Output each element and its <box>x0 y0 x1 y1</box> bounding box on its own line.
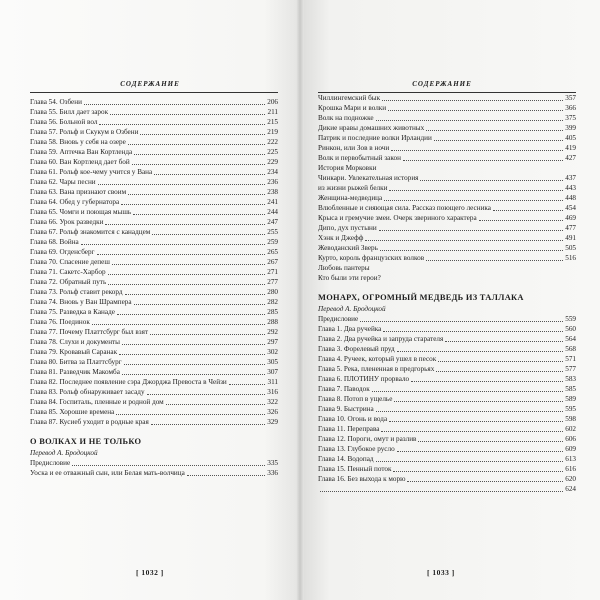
section-translator: Перевод А. Бродоцкой <box>30 449 98 457</box>
section-title: О ВОЛКАХ И НЕ ТОЛЬКО <box>30 437 142 446</box>
dot-leader <box>382 100 563 101</box>
toc-entry-page: 405 <box>565 134 576 142</box>
toc-entry-title: Дипо, дух пустыни <box>318 224 377 232</box>
dot-leader <box>125 294 266 295</box>
dot-leader <box>380 250 563 251</box>
dot-leader <box>133 214 265 215</box>
toc-entry-title: из жизни рыжей белки <box>318 184 388 192</box>
toc-entry-title: Жеводанский Зверь <box>318 244 378 252</box>
toc-entry <box>318 384 576 394</box>
toc-entry-title: Патрик и последние волки Ирландии <box>318 134 432 142</box>
toc-entry <box>30 137 278 147</box>
dot-leader <box>152 234 265 235</box>
dot-leader <box>407 481 563 482</box>
toc-entry <box>30 377 278 387</box>
toc-entry <box>30 417 278 427</box>
toc-entry-page: 505 <box>565 244 576 252</box>
dot-leader <box>84 104 265 105</box>
toc-entry-title: Глава 11. Переправа <box>318 425 380 433</box>
toc-entry-page: 419 <box>565 144 576 152</box>
toc-entry-title: Глава 71. Сакетс-Харбор <box>30 268 106 276</box>
toc-entry-title: Глава 57. Рольф и Скукум в Озбени <box>30 128 139 136</box>
toc-entry-page: 285 <box>267 308 278 316</box>
toc-entry-title: Глава 84. Госпиталь, пленные и родной дом <box>30 398 164 406</box>
dot-leader <box>403 160 563 161</box>
toc-entry <box>318 153 576 163</box>
dot-leader <box>426 260 563 261</box>
left-running-head: СОДЕРЖАНИЕ <box>120 80 180 88</box>
toc-entry-page: 305 <box>267 358 278 366</box>
dot-leader <box>121 204 265 205</box>
toc-entry <box>318 273 576 283</box>
dot-leader <box>376 411 564 412</box>
toc-entry-title: Глава 2. Два ручейка и запруда старателя <box>318 335 444 343</box>
toc-entry-page: 244 <box>267 208 278 216</box>
dot-leader <box>383 331 563 332</box>
dot-leader <box>122 374 265 375</box>
toc-entry-page: 559 <box>565 315 576 323</box>
toc-entry <box>30 97 278 107</box>
toc-entry <box>318 133 576 143</box>
toc-entry-page: 577 <box>565 365 576 373</box>
toc-entry <box>318 243 576 253</box>
toc-entry-title: Глава 3. Форелевый пруд <box>318 345 395 353</box>
toc-entry-page: 616 <box>565 465 576 473</box>
toc-entry-page: 265 <box>267 248 278 256</box>
dot-leader <box>320 491 563 492</box>
dot-leader <box>81 244 265 245</box>
dot-leader <box>119 354 265 355</box>
toc-entry-page: 571 <box>565 355 576 363</box>
toc-entry <box>30 337 278 347</box>
dot-leader <box>479 220 564 221</box>
dot-leader <box>229 384 266 385</box>
dot-leader <box>381 431 563 432</box>
dot-leader <box>122 344 265 345</box>
dot-leader <box>187 475 265 476</box>
toc-entry-title: Глава 70. Спасение депеш <box>30 258 110 266</box>
toc-entry-page: 241 <box>267 198 278 206</box>
toc-entry-title: Чиллингемский бык <box>318 94 381 102</box>
toc-entry-page: 375 <box>565 114 576 122</box>
toc-entry <box>30 267 278 277</box>
toc-entry-page: 477 <box>565 224 576 232</box>
toc-entry <box>318 324 576 334</box>
toc-entry-page: 316 <box>267 388 278 396</box>
toc-entry-title: Глава 1. Два ручейка <box>318 325 382 333</box>
toc-entry <box>30 207 278 217</box>
toc-entry-page: 292 <box>267 328 278 336</box>
dot-leader <box>147 394 266 395</box>
dot-leader <box>493 210 563 211</box>
dot-leader <box>388 110 563 111</box>
toc-entry <box>318 314 576 324</box>
dot-leader <box>105 224 265 225</box>
dot-leader <box>166 404 265 405</box>
toc-entry <box>30 367 278 377</box>
toc-entry-title: Курто, король французских волков <box>318 254 425 262</box>
toc-entry-page: 609 <box>565 445 576 453</box>
toc-entry-page: 225 <box>267 148 278 156</box>
toc-entry <box>318 364 576 374</box>
toc-entry-page: 271 <box>267 268 278 276</box>
toc-entry <box>30 397 278 407</box>
left-toc <box>30 97 278 478</box>
dot-leader <box>426 130 563 131</box>
toc-entry <box>30 257 278 267</box>
dot-leader <box>92 324 265 325</box>
toc-entry-page: 564 <box>565 335 576 343</box>
toc-entry-page: 598 <box>565 415 576 423</box>
dot-leader <box>128 194 265 195</box>
toc-entry-title: Хэнк и Джефф <box>318 234 364 242</box>
toc-entry <box>30 157 278 167</box>
toc-entry-title: Глава 59. Аптечка Ван Кортленда <box>30 148 133 156</box>
dot-leader <box>108 284 265 285</box>
toc-entry-page: 222 <box>267 138 278 146</box>
toc-entry-title: Глава 63. Вана признают своим <box>30 188 127 196</box>
dot-leader <box>124 364 266 365</box>
section-title: МОНАРХ, ОГРОМНЫЙ МЕДВЕДЬ ИЗ ТАЛЛАКА <box>318 293 524 302</box>
toc-entry <box>318 334 576 344</box>
toc-entry-title: Уоска и ее отважный сын, или Белая мать-волчица <box>30 469 185 477</box>
toc-entry-title: Глава 83. Рольф обнаруживает засаду <box>30 388 145 396</box>
toc-entry-page: 585 <box>565 385 576 393</box>
toc-entry <box>30 197 278 207</box>
toc-entry-title: История Морковки <box>318 164 377 172</box>
toc-entry-title: Глава 64. Обед у губернатора <box>30 198 120 206</box>
right-page-number: [ 1033 ] <box>427 568 455 577</box>
toc-entry-page: 307 <box>267 368 278 376</box>
toc-entry-title: Глава 14. Водопад <box>318 455 374 463</box>
dot-leader <box>134 154 265 155</box>
toc-entry-page: 288 <box>267 318 278 326</box>
toc-entry-title: Дикие нравы домашних животных <box>318 124 425 132</box>
toc-entry <box>30 167 278 177</box>
section-translator: Перевод А. Бродоцкой <box>318 305 386 313</box>
toc-entry <box>318 183 576 193</box>
toc-entry <box>318 474 576 484</box>
toc-entry-title: Глава 13. Глубокое русло <box>318 445 395 453</box>
dot-leader <box>397 351 564 352</box>
toc-entry-title: Глава 65. Чомги и поющая мышь <box>30 208 132 216</box>
toc-entry-page: 329 <box>267 418 278 426</box>
toc-entry-title: Глава 79. Кровавый Саранак <box>30 348 118 356</box>
toc-entry <box>30 297 278 307</box>
toc-entry <box>30 227 278 237</box>
toc-entry-title: Глава 72. Обратный путь <box>30 278 107 286</box>
toc-entry-title: Глава 66. Урок разведки <box>30 218 104 226</box>
toc-entry <box>30 327 278 337</box>
toc-entry-title: Глава 68. Война <box>30 238 79 246</box>
toc-entry-title: Глава 10. Огонь и вода <box>318 415 388 423</box>
toc-entry <box>318 163 576 173</box>
toc-entry-page: 560 <box>565 325 576 333</box>
toc-entry-page: 206 <box>267 98 278 106</box>
toc-entry <box>318 454 576 464</box>
toc-entry-page: 234 <box>267 168 278 176</box>
toc-entry-title: Глава 9. Быстрина <box>318 405 374 413</box>
toc-entry-title: Глава 54. Озбени <box>30 98 82 106</box>
toc-entry-page: 229 <box>267 158 278 166</box>
toc-entry-page: 454 <box>565 204 576 212</box>
dot-leader <box>150 334 265 335</box>
left-header-rule <box>30 92 278 93</box>
right-running-head: СОДЕРЖАНИЕ <box>412 80 472 88</box>
dot-leader <box>140 134 265 135</box>
toc-entry-page: 443 <box>565 184 576 192</box>
toc-entry <box>318 173 576 183</box>
dot-leader <box>99 124 265 125</box>
toc-entry-title: Глава 82. Последнее появление сэра Джорджа Превоста в Чейзи <box>30 378 227 386</box>
dot-leader <box>116 414 265 415</box>
toc-entry-page: 322 <box>267 398 278 406</box>
dot-leader <box>376 461 564 462</box>
toc-entry-title: Крыса и гремучие змеи. Очерк звериного характера <box>318 214 477 222</box>
toc-entry-page: 215 <box>267 118 278 126</box>
dot-leader <box>436 371 563 372</box>
toc-entry <box>30 177 278 187</box>
toc-entry-title: Глава 55. Билл дает зарок <box>30 108 109 116</box>
toc-entry-title: Глава 8. Потоп в ущелье <box>318 395 393 403</box>
toc-entry-page: 302 <box>267 348 278 356</box>
dot-leader <box>391 150 563 151</box>
toc-entry-page: 606 <box>565 435 576 443</box>
toc-entry-page: 255 <box>267 228 278 236</box>
toc-entry-title: Глава 73. Рольф ставит рекорд <box>30 288 123 296</box>
toc-entry <box>30 187 278 197</box>
dot-leader <box>98 184 266 185</box>
toc-entry <box>318 444 576 454</box>
dot-leader <box>418 441 563 442</box>
toc-entry <box>318 263 576 273</box>
toc-entry <box>30 237 278 247</box>
toc-entry-title: Глава 4. Ручеек, который ушел в песок <box>318 355 437 363</box>
toc-entry-page: 236 <box>267 178 278 186</box>
toc-entry-page: 399 <box>565 124 576 132</box>
toc-entry-title: Ринкон, или Зов в ночи <box>318 144 390 152</box>
toc-entry-title: Влюбленные и сияющая сила. Рассказ поющего лесника <box>318 204 491 212</box>
toc-entry-title: Кто были эти герои? <box>318 274 381 282</box>
toc-entry <box>30 357 278 367</box>
dot-leader <box>434 140 563 141</box>
toc-entry-title: Глава 77. Почему Платтсбург был взят <box>30 328 149 336</box>
toc-entry-title: Глава 61. Рольф кое-чему учится у Вана <box>30 168 153 176</box>
right-toc <box>318 93 576 494</box>
dot-leader <box>376 120 564 121</box>
toc-entry <box>318 93 576 103</box>
dot-leader <box>72 465 265 466</box>
toc-entry <box>30 468 278 478</box>
book-gutter <box>296 0 304 600</box>
toc-entry-page: 427 <box>565 154 576 162</box>
toc-entry-page: 620 <box>565 475 576 483</box>
toc-entry-page: 297 <box>267 338 278 346</box>
toc-entry <box>318 193 576 203</box>
toc-entry <box>30 458 278 468</box>
toc-entry-page: 335 <box>267 459 278 467</box>
toc-entry <box>30 117 278 127</box>
toc-entry-page: 568 <box>565 345 576 353</box>
dot-leader <box>134 304 266 305</box>
toc-entry-page: 448 <box>565 194 576 202</box>
dot-leader <box>394 401 563 402</box>
toc-entry-page: 336 <box>267 469 278 477</box>
toc-entry-page: 219 <box>267 128 278 136</box>
dot-leader <box>389 190 563 191</box>
toc-entry <box>30 277 278 287</box>
toc-entry <box>30 217 278 227</box>
dot-leader <box>117 314 265 315</box>
toc-entry <box>318 223 576 233</box>
toc-entry-page: 267 <box>267 258 278 266</box>
toc-entry <box>30 387 278 397</box>
toc-entry <box>318 374 576 384</box>
toc-entry <box>30 127 278 137</box>
toc-entry <box>30 307 278 317</box>
toc-entry <box>318 143 576 153</box>
dot-leader <box>108 274 266 275</box>
toc-entry <box>318 103 576 113</box>
dot-leader <box>360 321 563 322</box>
toc-entry-title: Волк и первобытный закон <box>318 154 401 162</box>
toc-entry-title: Предисловие <box>318 315 359 323</box>
left-page-number: [ 1032 ] <box>136 568 164 577</box>
toc-entry-page: 326 <box>267 408 278 416</box>
dot-leader <box>132 164 265 165</box>
dot-leader <box>384 200 563 201</box>
dot-leader <box>420 180 563 181</box>
toc-entry-title: Глава 15. Пенный поток <box>318 465 392 473</box>
toc-entry-page: 583 <box>565 375 576 383</box>
toc-entry-page: 602 <box>565 425 576 433</box>
toc-entry <box>318 354 576 364</box>
toc-entry-page: 311 <box>267 378 278 386</box>
toc-entry-title: Глава 75. Разведка в Канаде <box>30 308 115 316</box>
toc-entry-page: 469 <box>565 214 576 222</box>
toc-entry-page: 238 <box>267 188 278 196</box>
toc-entry-page: 437 <box>565 174 576 182</box>
toc-entry-title: Глава 60. Ван Кортленд дает бой <box>30 158 130 166</box>
toc-entry <box>318 213 576 223</box>
dot-leader <box>397 451 564 452</box>
dot-leader <box>372 391 564 392</box>
toc-entry <box>30 407 278 417</box>
toc-entry <box>318 414 576 424</box>
toc-entry-title: Глава 16. Без выхода к морю <box>318 475 406 483</box>
toc-entry-title: Глава 74. Вновь у Ван Шрамперa <box>30 298 132 306</box>
toc-entry-title: Глава 12. Пороги, омут и разлив <box>318 435 417 443</box>
toc-entry-title: Глава 85. Хорошие времена <box>30 408 115 416</box>
toc-entry-page: 595 <box>565 405 576 413</box>
toc-entry-page: 366 <box>565 104 576 112</box>
toc-entry-title: Глава 56. Больной вол <box>30 118 98 126</box>
dot-leader <box>365 240 563 241</box>
dot-leader <box>97 254 266 255</box>
dot-leader <box>154 174 265 175</box>
toc-entry-title: Любовь пантеры <box>318 264 370 272</box>
toc-entry <box>30 347 278 357</box>
toc-entry <box>318 344 576 354</box>
toc-entry-title: Волк на подножке <box>318 114 374 122</box>
toc-entry <box>318 233 576 243</box>
toc-entry-page: 247 <box>267 218 278 226</box>
toc-entry <box>318 484 576 494</box>
toc-entry <box>30 147 278 157</box>
toc-entry-title: Глава 58. Вновь у себя на озере <box>30 138 126 146</box>
toc-entry <box>30 247 278 257</box>
toc-entry <box>318 203 576 213</box>
toc-entry-title: Предисловие <box>30 459 71 467</box>
toc-entry-page: 277 <box>267 278 278 286</box>
dot-leader <box>128 144 265 145</box>
toc-entry <box>318 404 576 414</box>
toc-entry-page: 624 <box>565 485 576 493</box>
toc-entry <box>30 317 278 327</box>
toc-entry <box>318 253 576 263</box>
dot-leader <box>389 421 563 422</box>
toc-entry-title: Глава 62. Чары песни <box>30 178 96 186</box>
toc-entry <box>318 394 576 404</box>
toc-entry-title: Глава 67. Рольф знакомится с канадцем <box>30 228 151 236</box>
dot-leader <box>110 114 265 115</box>
toc-entry-page: 282 <box>267 298 278 306</box>
toc-entry-title: Глава 6. ПЛОТИНУ прорвало <box>318 375 410 383</box>
toc-entry-title: Глава 7. Паводок <box>318 385 370 393</box>
toc-entry-page: 613 <box>565 455 576 463</box>
dot-leader <box>151 424 265 425</box>
dot-leader <box>379 230 564 231</box>
dot-leader <box>445 341 563 342</box>
toc-entry-page: 259 <box>267 238 278 246</box>
toc-entry-title: Глава 76. Поединок <box>30 318 90 326</box>
dot-leader <box>438 361 563 362</box>
toc-entry <box>318 123 576 133</box>
toc-entry-title: Глава 80. Битва за Платтсбург <box>30 358 122 366</box>
toc-entry-title: Глава 81. Разведчик Макомба <box>30 368 120 376</box>
toc-entry <box>318 424 576 434</box>
toc-entry-title: Глава 5. Река, плененная в предгорьях <box>318 365 435 373</box>
toc-entry-page: 516 <box>565 254 576 262</box>
toc-entry-page: 589 <box>565 395 576 403</box>
toc-entry-page: 491 <box>565 234 576 242</box>
toc-entry-title: Женщина-медведица <box>318 194 383 202</box>
toc-entry-title: Чинкари. Увлекательная история <box>318 174 419 182</box>
toc-entry-page: 357 <box>565 94 576 102</box>
toc-entry-page: 211 <box>267 108 278 116</box>
toc-entry <box>318 113 576 123</box>
dot-leader <box>393 471 563 472</box>
toc-entry <box>318 434 576 444</box>
toc-entry-page: 280 <box>267 288 278 296</box>
toc-entry-title: Глава 78. Слухи и документы <box>30 338 121 346</box>
toc-entry-title: Глава 87. Кусиеб уходит в родные края <box>30 418 149 426</box>
toc-entry <box>30 107 278 117</box>
dot-leader <box>112 264 265 265</box>
toc-entry-title: Крошка Мари и волки <box>318 104 387 112</box>
toc-entry <box>318 464 576 474</box>
toc-entry <box>30 287 278 297</box>
toc-entry-title: Глава 69. Огденсберг <box>30 248 95 256</box>
dot-leader <box>411 381 563 382</box>
